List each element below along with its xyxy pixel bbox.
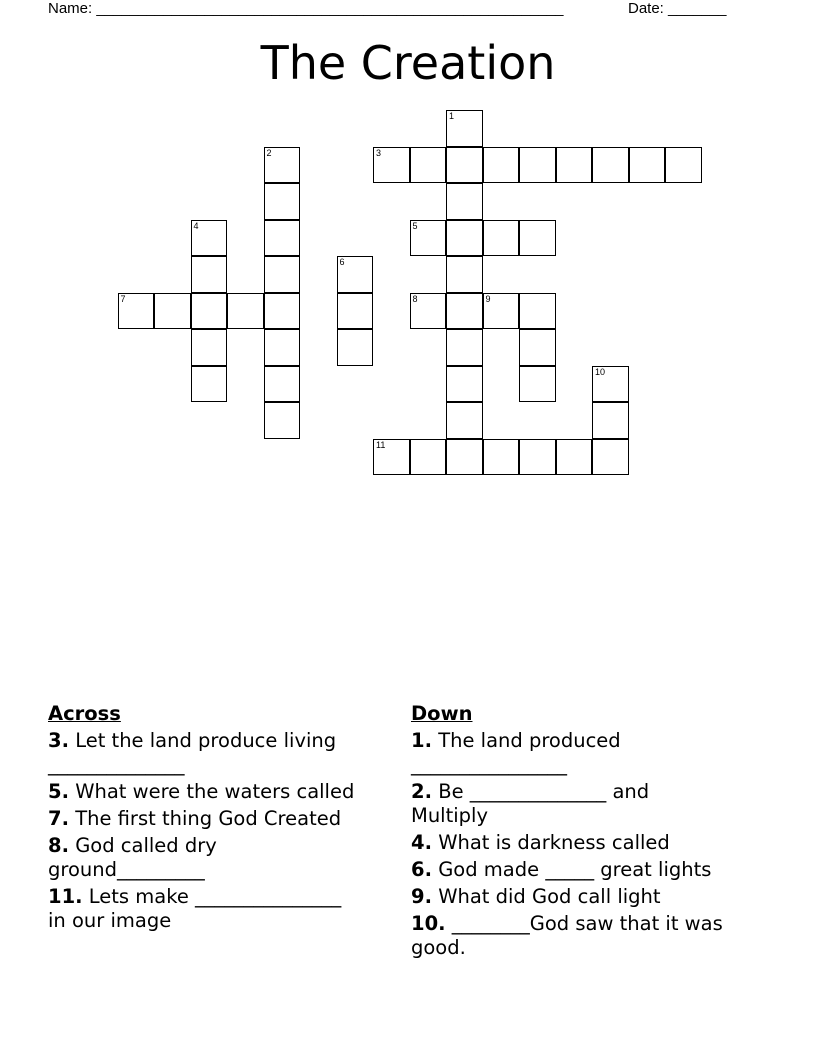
across-heading: Across [48, 702, 121, 725]
crossword-cell[interactable] [191, 256, 228, 293]
crossword-cell[interactable] [446, 329, 483, 366]
down-clue [411, 729, 761, 777]
crossword-cell[interactable] [446, 110, 483, 147]
crossword-cell[interactable] [410, 293, 447, 330]
clue-number-label: 4. [411, 831, 432, 854]
crossword-cell[interactable] [592, 147, 629, 184]
crossword-cell[interactable] [373, 147, 410, 184]
crossword-cell[interactable] [264, 220, 301, 257]
clue-number: 4 [193, 220, 199, 231]
clue-text: Be ______________ and [438, 780, 650, 803]
across-clues [48, 702, 393, 936]
crossword-cell[interactable] [519, 329, 556, 366]
clue-text: God made _____ great lights [438, 858, 712, 881]
crossword-cell[interactable] [519, 147, 556, 184]
crossword-cell[interactable] [410, 147, 447, 184]
across-clue [48, 807, 393, 831]
across-clue [48, 780, 393, 804]
clue-text: Lets make _______________ [88, 885, 342, 908]
clue-number: 11 [376, 439, 386, 450]
crossword-cell[interactable] [264, 402, 301, 439]
crossword-cell[interactable] [227, 293, 264, 330]
clue-text: The first thing God Created [75, 807, 342, 830]
clue-number: 5 [412, 220, 418, 231]
clue-text: Let the land produce living [75, 729, 337, 752]
clue-number-label: 6. [411, 858, 432, 881]
down-heading: Down [411, 702, 473, 725]
across-clue [48, 729, 393, 777]
crossword-cell[interactable] [519, 293, 556, 330]
clue-number-label: 2. [411, 780, 432, 803]
crossword-cell[interactable] [191, 220, 228, 257]
down-clue [411, 912, 761, 960]
clue-continuation: ________________ [411, 753, 567, 776]
crossword-cell[interactable] [446, 366, 483, 403]
crossword-cell[interactable] [556, 147, 593, 184]
clue-text: The land produced [438, 729, 621, 752]
name-field-label: Name: ________________________________________________________ [48, 0, 564, 17]
crossword-cell[interactable] [264, 366, 301, 403]
crossword-cell[interactable] [337, 329, 374, 366]
down-clue [411, 831, 761, 855]
across-clue [48, 885, 393, 933]
clue-continuation: in our image [48, 909, 172, 932]
down-clue [411, 858, 761, 882]
clue-text: What is darkness called [438, 831, 670, 854]
clue-continuation: Multiply [411, 804, 489, 827]
clue-text: ________God saw that it was [451, 912, 723, 935]
clue-number: 1 [449, 111, 455, 121]
clue-number: 10 [595, 366, 606, 377]
crossword-cell[interactable] [373, 439, 410, 476]
across-clue [48, 834, 393, 882]
crossword-cell[interactable] [191, 366, 228, 403]
clue-continuation: ______________ [48, 753, 185, 776]
crossword-cell[interactable] [337, 293, 374, 330]
clue-text: What did God call light [438, 885, 661, 908]
clue-number-label: 3. [48, 729, 69, 752]
clue-number: 8 [412, 293, 418, 304]
clue-number-label: 8. [48, 834, 69, 857]
clue-number-label: 7. [48, 807, 69, 830]
clue-number-label: 11. [48, 885, 83, 908]
crossword-cell[interactable] [592, 439, 629, 476]
page-title: The Creation [260, 36, 556, 90]
crossword-cell[interactable] [446, 220, 483, 257]
clue-text: What were the waters called [75, 780, 355, 803]
clue-text: God called dry [75, 834, 217, 857]
clue-number: 9 [485, 293, 491, 304]
clue-continuation: good. [411, 936, 466, 959]
crossword-cell[interactable] [483, 439, 520, 476]
crossword-grid [0, 0, 816, 480]
crossword-cell[interactable] [519, 366, 556, 403]
crossword-cell[interactable] [483, 147, 520, 184]
clue-number: 2 [266, 147, 272, 158]
clue-number-label: 9. [411, 885, 432, 908]
crossword-cell[interactable] [410, 439, 447, 476]
down-clues [411, 702, 761, 963]
crossword-cell[interactable] [592, 366, 629, 403]
clue-continuation: ground_________ [48, 858, 205, 881]
crossword-cell[interactable] [264, 183, 301, 220]
down-clue [411, 885, 761, 909]
crossword-cell[interactable] [337, 256, 374, 293]
crossword-cell[interactable] [519, 439, 556, 476]
crossword-cell[interactable] [264, 147, 301, 184]
crossword-cell[interactable] [556, 439, 593, 476]
crossword-cell[interactable] [483, 293, 520, 330]
crossword-cell[interactable] [264, 293, 301, 330]
crossword-cell[interactable] [446, 183, 483, 220]
clue-number-label: 5. [48, 780, 69, 803]
crossword-cell[interactable] [483, 220, 520, 257]
crossword-cell[interactable] [446, 293, 483, 330]
crossword-cell[interactable] [629, 147, 666, 184]
crossword-cell[interactable] [665, 147, 702, 184]
crossword-cell[interactable] [446, 256, 483, 293]
crossword-cell[interactable] [592, 402, 629, 439]
down-clue [411, 780, 761, 828]
crossword-cell[interactable] [154, 293, 191, 330]
clue-number-label: 10. [411, 912, 446, 935]
crossword-cell[interactable] [519, 220, 556, 257]
crossword-cell[interactable] [191, 329, 228, 366]
crossword-cell[interactable] [264, 256, 301, 293]
crossword-cell[interactable] [264, 329, 301, 366]
date-field-label: Date: _______ [628, 0, 727, 17]
clue-number: 6 [339, 257, 345, 267]
clue-number: 7 [120, 293, 126, 304]
crossword-cell[interactable] [446, 147, 483, 184]
crossword-cell[interactable] [410, 220, 447, 257]
crossword-cell[interactable] [446, 402, 483, 439]
crossword-cell[interactable] [446, 439, 483, 476]
clue-number: 3 [376, 147, 382, 158]
crossword-cell[interactable] [118, 293, 155, 330]
crossword-cell[interactable] [191, 293, 228, 330]
clue-number-label: 1. [411, 729, 432, 752]
